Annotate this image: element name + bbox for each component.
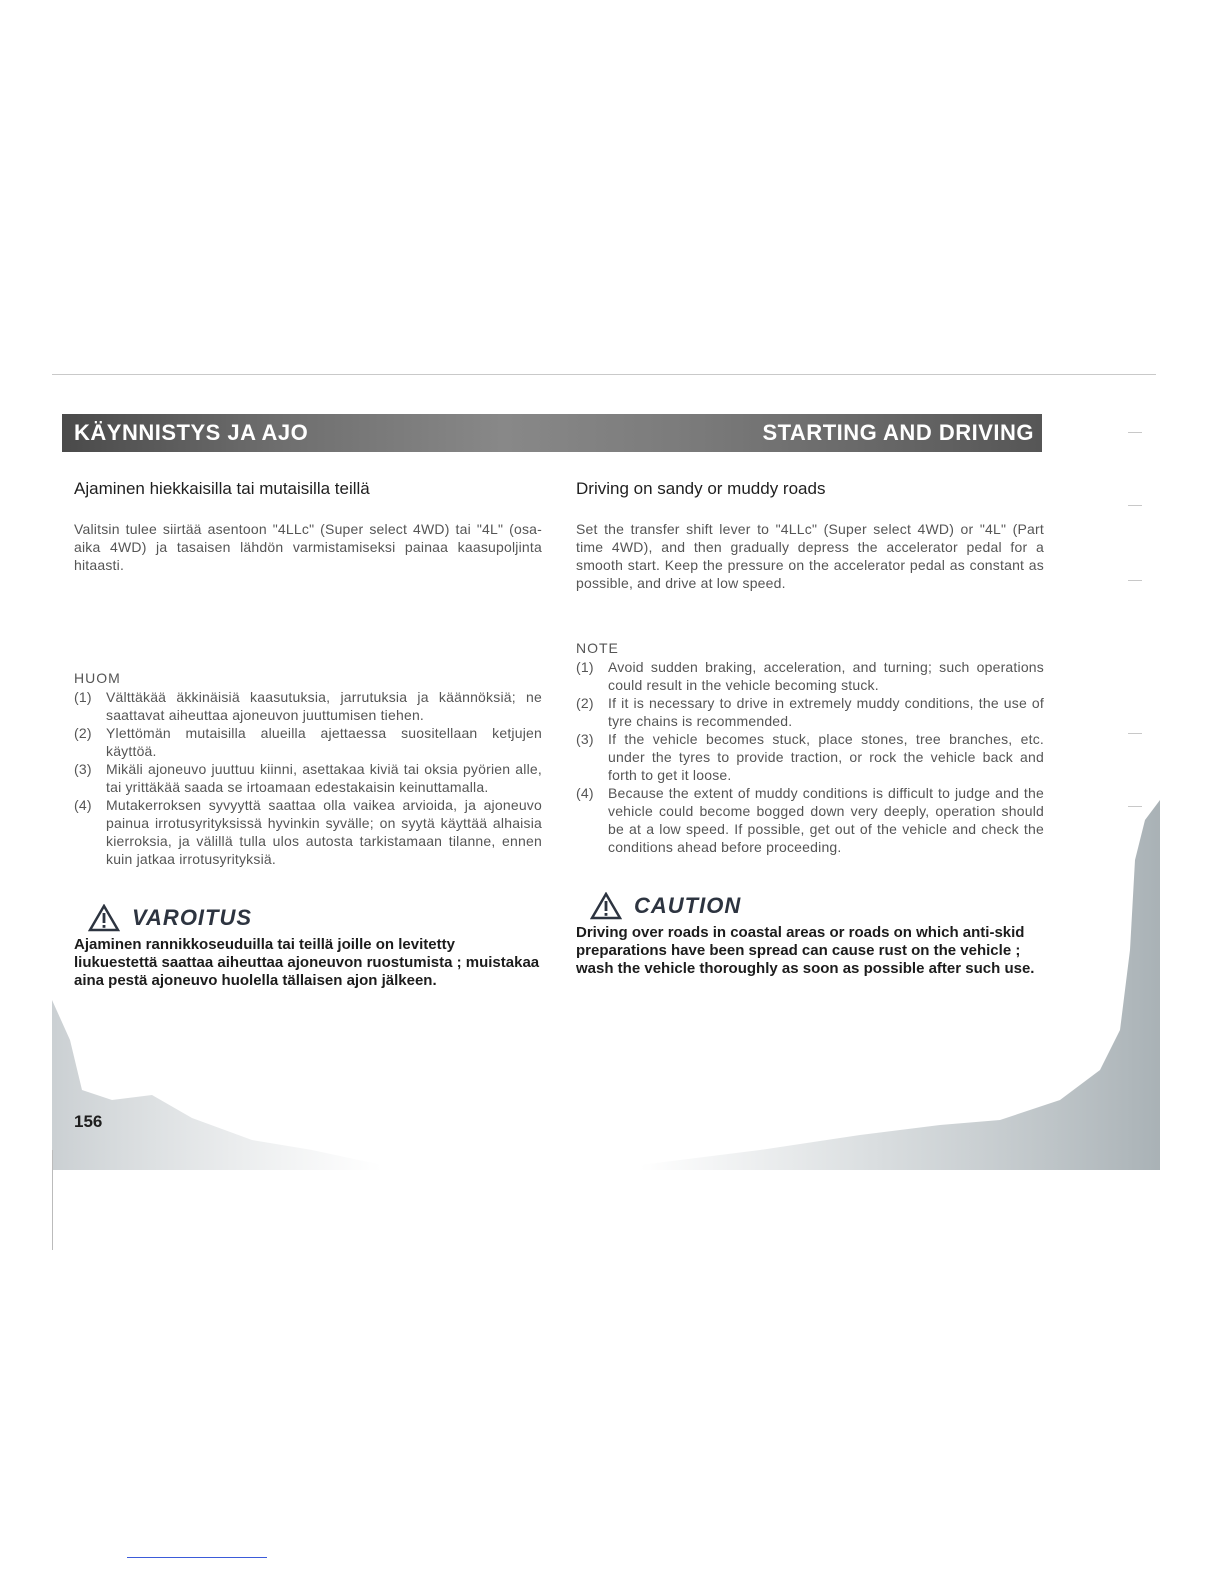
note-item: (3) Mikäli ajoneuvo juuttuu kiinni, asettakaa kiviä tai oksia pyörien alle, tai yrittäkää saada se irtoamaan edestakaisin keinuttamalla. [74,761,542,795]
warning-heading [88,904,542,932]
edge-tick [1128,733,1142,734]
page-edge-line [52,1150,53,1250]
caution-label: CAUTION [634,893,742,918]
caution-text: Driving over roads in coastal areas or roads on which anti-skid preparations have been spread can cause rust on the vehicle ; wash the vehicle thoroughly as soon as possible after such use. [576,924,1035,977]
bottom-rule [127,1557,267,1558]
note-item: (1) Välttäkää äkkinäisiä kaasutuksia, jarrutuksia ja käännöksiä; ne saattavat aiheuttaa ajoneuvon juuttumisen tiehen. [74,689,542,723]
scan-shadow-left [52,1000,382,1170]
top-divider [52,374,1156,375]
note-item: (3) If the vehicle becomes stuck, place stones, tree branches, etc. under the tyres to provide traction, or rock the vehicle back and forth to get it loose. [576,731,1044,783]
note-title: HUOM [74,670,121,686]
edge-tick [1128,432,1142,433]
note-title: NOTE [576,640,619,656]
warning-label: VAROITUS [132,905,253,930]
subheading: Driving on sandy or muddy roads [576,479,826,498]
note-item: (4) Because the extent of muddy conditions is difficult to judge and the vehicle could become bogged down very deeply, operation should be at a low speed. If possible, get out of the vehicle and check the conditions ahead before proceeding. [576,785,1044,855]
finnish-column [74,478,542,990]
edge-tick [1128,580,1142,581]
warning-text: Ajaminen rannikkoseuduilla tai teillä joille on levitetty liukuestettä saattaa aiheuttaa ajoneuvon ruostumista ; muistakaa aina pestä ajoneuvo huolella tällaisen ajon jälkeen. [74,936,540,989]
intro-paragraph: Set the transfer shift lever to "4LLc" (Super select 4WD) or "4L" (Part time 4WD), and then gradually depress the accelerator pedal for a smooth start. Keep the pressure on the accelerator pedal as constant as possible, and drive at low speed. [576,521,1044,591]
note-item: (2) If it is necessary to drive in extremely muddy conditions, the use of tyre chains is recommended. [576,695,1044,729]
note-item: (4) Mutakerroksen syvyyttä saattaa olla vaikea arvioida, ja ajoneuvo painua irrotusyrityksissä hyvinkin syvälle; on syytä käyttää alhaisia kierroksia, ja välillä tulla ulos autosta tarkistamaan tilanne, ennen kuin jatkaa irrotusyrityksiä. [74,797,542,867]
section-title-english: STARTING AND DRIVING [762,420,1034,445]
scan-shadow-right [640,800,1160,1170]
subheading: Ajaminen hiekkaisilla tai mutaisilla teillä [74,479,370,498]
warning-box [74,904,542,990]
intro-paragraph: Valitsin tulee siirtää asentoon "4LLc" (Super select 4WD) tai "4L" (osa-aika 4WD) ja tasaisen lähdön varmistamiseksi painaa kaasupoljinta hitaasti. [74,521,542,573]
warning-triangle-icon [590,892,622,920]
edge-tick [1128,806,1142,807]
note-item: (2) Ylettömän mutaisilla alueilla ajettaessa suositellaan ketjujen käyttöä. [74,725,542,759]
note-item: (1) Avoid sudden braking, acceleration, and turning; such operations could result in the vehicle becoming stuck. [576,659,1044,693]
note-list [74,688,542,868]
warning-triangle-icon [88,904,120,932]
edge-tick [1128,505,1142,506]
section-title-finnish: KÄYNNISTYS JA AJO [74,420,309,445]
page-number: 156 [74,1112,103,1131]
